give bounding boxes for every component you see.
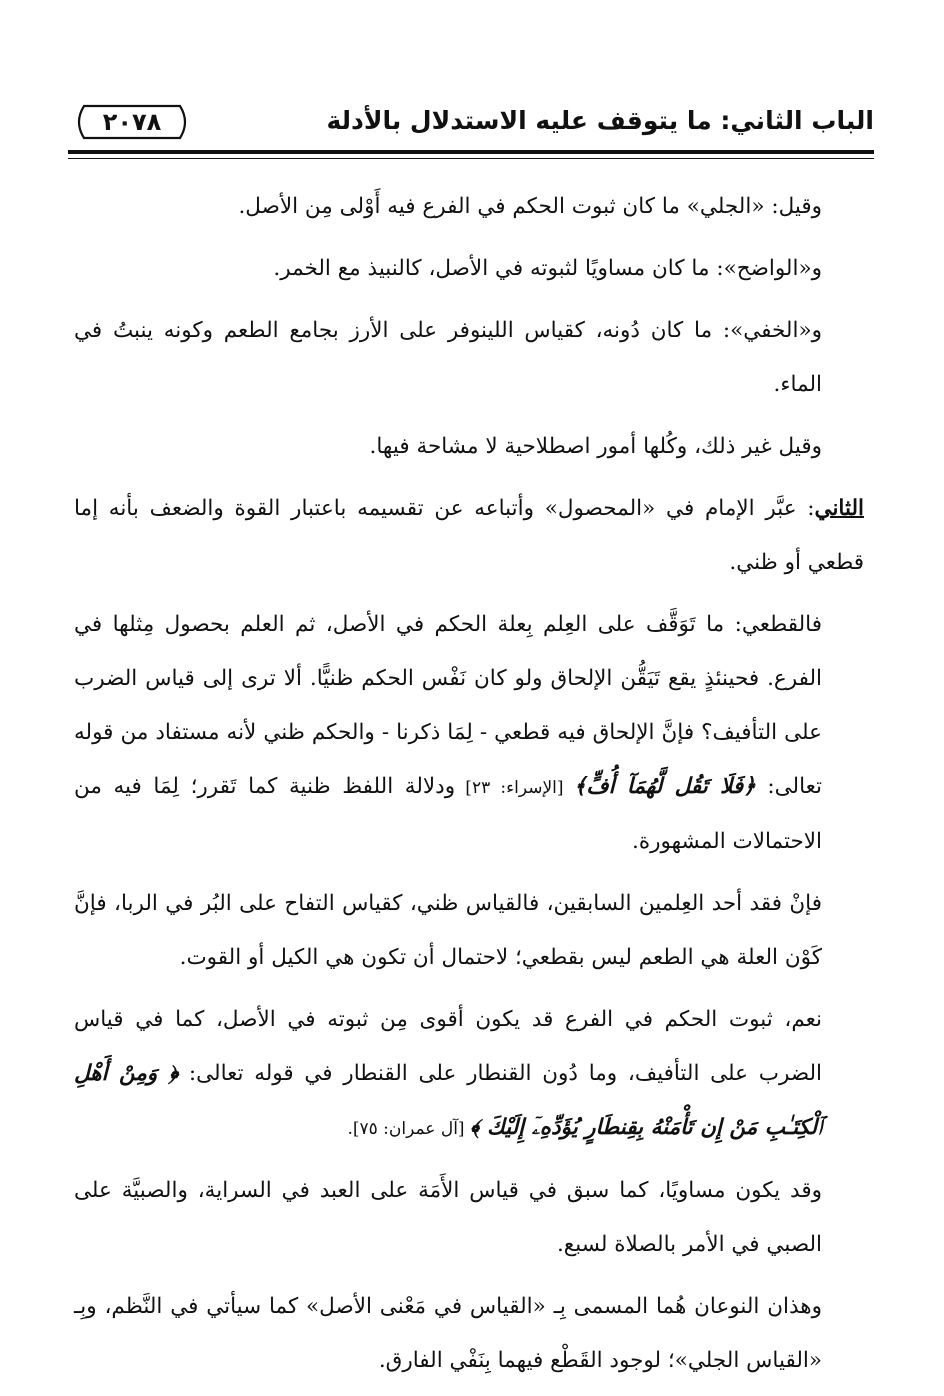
paragraph: فإنْ فقد أحد العِلمين السابقين، فالقياس ظني، كقياس التفاح على البُر في الربا، فإنَّ كَوْن العلة هي الطعم ليس بقطعي؛ لاحتمال أن تكون هي الكيل أو القوت. (74, 891, 822, 970)
paragraph-text: ودلالة اللفظ ظنية كما تَقرر؛ لِمَا فيه من الاحتمالات المشهورة. (74, 774, 822, 854)
paragraph: وقد يكون مساويًا، كما سبق في قياس الأَمَة على العبد في السراية، والصبيَّة على الصبي في الأمر بالصلاة لسبع. (74, 1178, 822, 1257)
paragraph-text: : عبَّر الإمام في «المحصول» وأتباعه عن تقسيمه باعتبار القوة والضعف بأنه إما قطعي أو ظني. (74, 496, 864, 575)
paragraph: وهذان النوعان هُما المسمى بِـ «القياس في مَعْنى الأصل» كما سيأتي في النَّظم، وبِـ «القياس الجلي»؛ لوجود القَطْع فيهما بِنَفْي الفارق. (74, 1294, 822, 1373)
paragraph: و«الخفي»: ما كان دُونه، كقياس اللينوفر على الأرز بجامع الطعم وكونه ينبتُ في الماء. (74, 318, 822, 397)
quran-reference: [آل عمران: ٧٥]. (347, 1119, 470, 1139)
paragraph (74, 598, 864, 869)
running-title: الباب الثاني: ما يتوقف عليه الاستدلال بالأدلة (326, 106, 874, 135)
header-rule-thick (68, 150, 874, 154)
page-number-frame (72, 102, 192, 142)
paragraph (74, 482, 864, 590)
quran-reference: [الإسراء: ٢٣] (455, 778, 574, 798)
page-header (72, 100, 874, 148)
paragraph: وقيل غير ذلك، وكُلها أمور اصطلاحية لا مشاحة فيها. (369, 434, 822, 459)
paragraph: وقيل: «الجلي» ما كان ثبوت الحكم في الفرع فيه أَوْلى مِن الأصل. (238, 194, 822, 219)
quran-quote: ﴿ وَمِنْ أَهْلِ ٱلْكِتَـٰبِ مَنْ إِن تَأْمَنْهُ بِقِنطَارٍ يُؤَدِّهِۦٓ إِلَيْكَ ﴾ (74, 1061, 822, 1140)
paragraph-text: فالقطعي: ما تَوَقَّف على العِلم بِعلة الحكم في الأصل، ثم العلم بحصول مِثلها في الفرع. فحينئذٍ يقع تَيَقُّن الإلحاق ولو كان نَفْس الحكم ظنيًّا. ألا ترى إلى قياس الضرب على التأفيف؟ فإنَّ الإلحاق فيه قطعي - لِمَا ذكرنا - والحكم ظني لأنه مستفاد من قوله تعالى: (74, 612, 823, 799)
body-text (74, 180, 864, 1396)
header-rule-thin (68, 158, 874, 159)
section-term: الثاني (814, 496, 864, 521)
paragraph-text: نعم، ثبوت الحكم في الفرع قد يكون أقوى مِن ثبوته في الأصل، كما في قياس الضرب على التأفيف، وما دُون القنطار على القنطار في قوله تعالى: (74, 1007, 822, 1086)
paragraph: و«الواضح»: ما كان مساويًا لثبوته في الأصل، كالنبيذ مع الخمر. (273, 256, 822, 281)
quran-quote: ﴿فَلَا تَقُل لَّهُمَآ أُفٍّ﴾ (573, 774, 756, 799)
page-number: ٢٠٧٨ (102, 108, 162, 136)
paragraph (74, 993, 864, 1156)
